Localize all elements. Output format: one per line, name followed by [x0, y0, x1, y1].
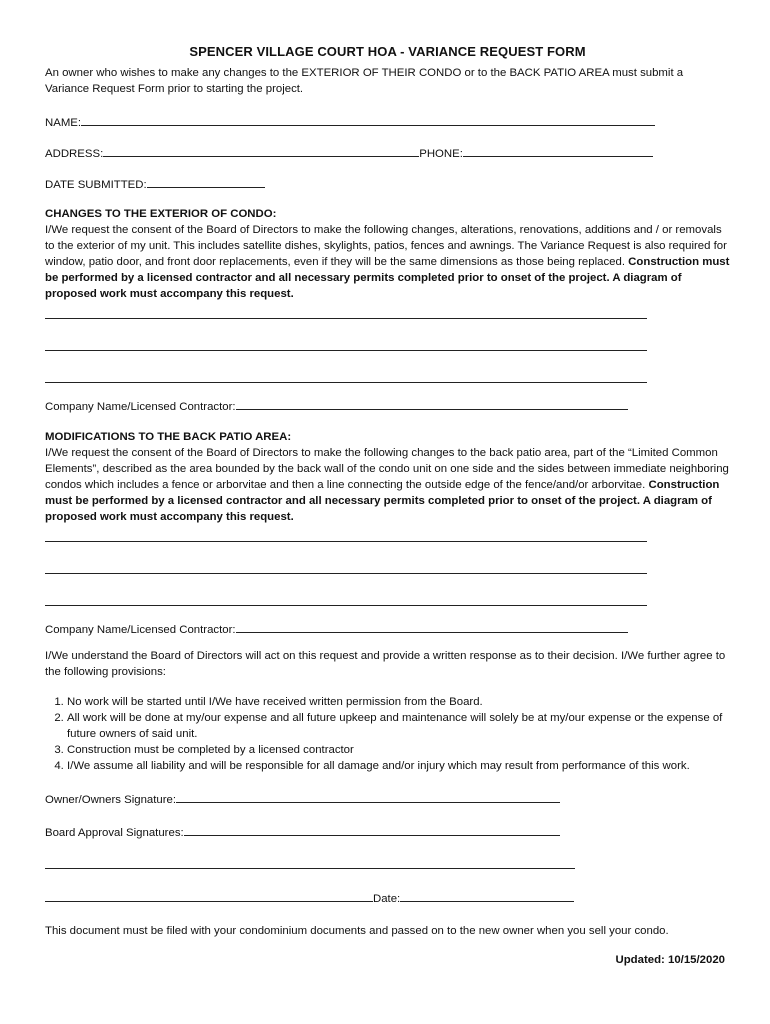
patio-contractor-label: Company Name/Licensed Contractor: [45, 624, 236, 636]
agreement-text: I/We understand the Board of Directors will act on this request and provide a written response as to their decision. I/We further agree to the following provisions: [45, 650, 726, 678]
owner-signature-field[interactable] [45, 790, 730, 808]
patio-line-2[interactable] [45, 557, 647, 574]
date-submitted-field[interactable] [45, 175, 730, 191]
board-signature-field[interactable] [45, 823, 730, 841]
exterior-body [45, 222, 730, 302]
phone-line[interactable] [463, 144, 653, 157]
form-title: SPENCER VILLAGE COURT HOA - VARIANCE REQUEST FORM [189, 44, 586, 59]
exterior-line-2[interactable] [45, 334, 647, 351]
patio-line-1[interactable] [45, 525, 647, 542]
patio-contractor-line[interactable] [236, 620, 628, 633]
updated-date: Updated: 10/15/2020 [615, 954, 725, 966]
board-signature-date-row[interactable] [45, 889, 730, 907]
address-label: ADDRESS: [45, 148, 104, 160]
patio-line-3[interactable] [45, 589, 647, 606]
board-signature-line-3[interactable] [45, 889, 373, 902]
board-signature-field-2[interactable] [45, 856, 730, 874]
board-signature-line-2[interactable] [45, 856, 575, 869]
exterior-line-1[interactable] [45, 302, 647, 319]
owner-signature-label: Owner/Owners Signature: [45, 794, 177, 806]
board-signature-line-1[interactable] [184, 823, 560, 836]
footer-note: This document must be filed with your condominium documents and passed on to the new owner when you sell your condo. [45, 925, 669, 937]
exterior-bold-note: Construction must be performed by a licensed contractor and all necessary permits completed prior to onset of the project. A diagram of proposed work must accompany this request. [45, 256, 730, 300]
patio-bold-note: Construction must be performed by a licensed contractor and all necessary permits completed prior to onset of the project. A diagram of proposed work must accompany this request. [45, 479, 720, 523]
provisions-list [45, 694, 730, 774]
provision-item: 4. I/We assume all liability and will be responsible for all damage and/or injury which may result from performance of this work. [67, 758, 730, 774]
provision-item: 1. No work will be started until I/We have received written permission from the Board. [67, 694, 730, 710]
date-submitted-label: DATE SUBMITTED: [45, 179, 147, 191]
exterior-body-text: I/We request the consent of the Board of Directors to make the following changes, alterations, renovations, additions and / or removals to the exterior of my unit. This includes satellite dishes, skylights, patios, fences and awnings. The Variance Request is also required for window, patio door, and front door replacements, even if they will be the same dimensions as those being replaced. [45, 224, 727, 268]
intro-text: An owner who wishes to make any changes to the EXTERIOR OF THEIR CONDO or to the BACK PATIO AREA must submit a Variance Request Form prior to starting the project. [45, 67, 684, 95]
name-line[interactable] [81, 113, 655, 126]
phone-label: PHONE: [419, 148, 463, 160]
exterior-contractor-line[interactable] [236, 397, 628, 410]
date-submitted-line[interactable] [147, 175, 265, 188]
date-line[interactable] [400, 889, 574, 902]
provision-item: 3. Construction must be completed by a licensed contractor [67, 742, 730, 758]
patio-body [45, 445, 730, 525]
exterior-contractor-field[interactable] [45, 397, 730, 415]
patio-contractor-field[interactable] [45, 620, 730, 638]
board-signature-label: Board Approval Signatures: [45, 827, 184, 839]
name-label: NAME: [45, 117, 82, 129]
owner-signature-line[interactable] [176, 790, 560, 803]
patio-body-text: I/We request the consent of the Board of Directors to make the following changes to the back patio area, part of the “Limited Common Elements”, described as the area bounded by the back wall of the condo unit on one side and the sides between immediate neighboring condos which includes a fence or arborvitae and then a line connecting the outside edge of the fence/and/or arborvitae. [45, 447, 729, 491]
name-field[interactable] [45, 113, 730, 129]
patio-heading: MODIFICATIONS TO THE BACK PATIO AREA: [45, 431, 292, 443]
address-phone-row [45, 144, 730, 160]
form-page [45, 44, 730, 939]
address-line[interactable] [103, 144, 419, 157]
exterior-line-3[interactable] [45, 366, 647, 383]
date-label: Date: [373, 893, 401, 905]
exterior-contractor-label: Company Name/Licensed Contractor: [45, 401, 236, 413]
provision-item: 2. All work will be done at my/our expense and all future upkeep and maintenance will solely be at my/our expense or the expense of future owners of said unit. [67, 710, 730, 742]
exterior-heading: CHANGES TO THE EXTERIOR OF CONDO: [45, 208, 277, 220]
